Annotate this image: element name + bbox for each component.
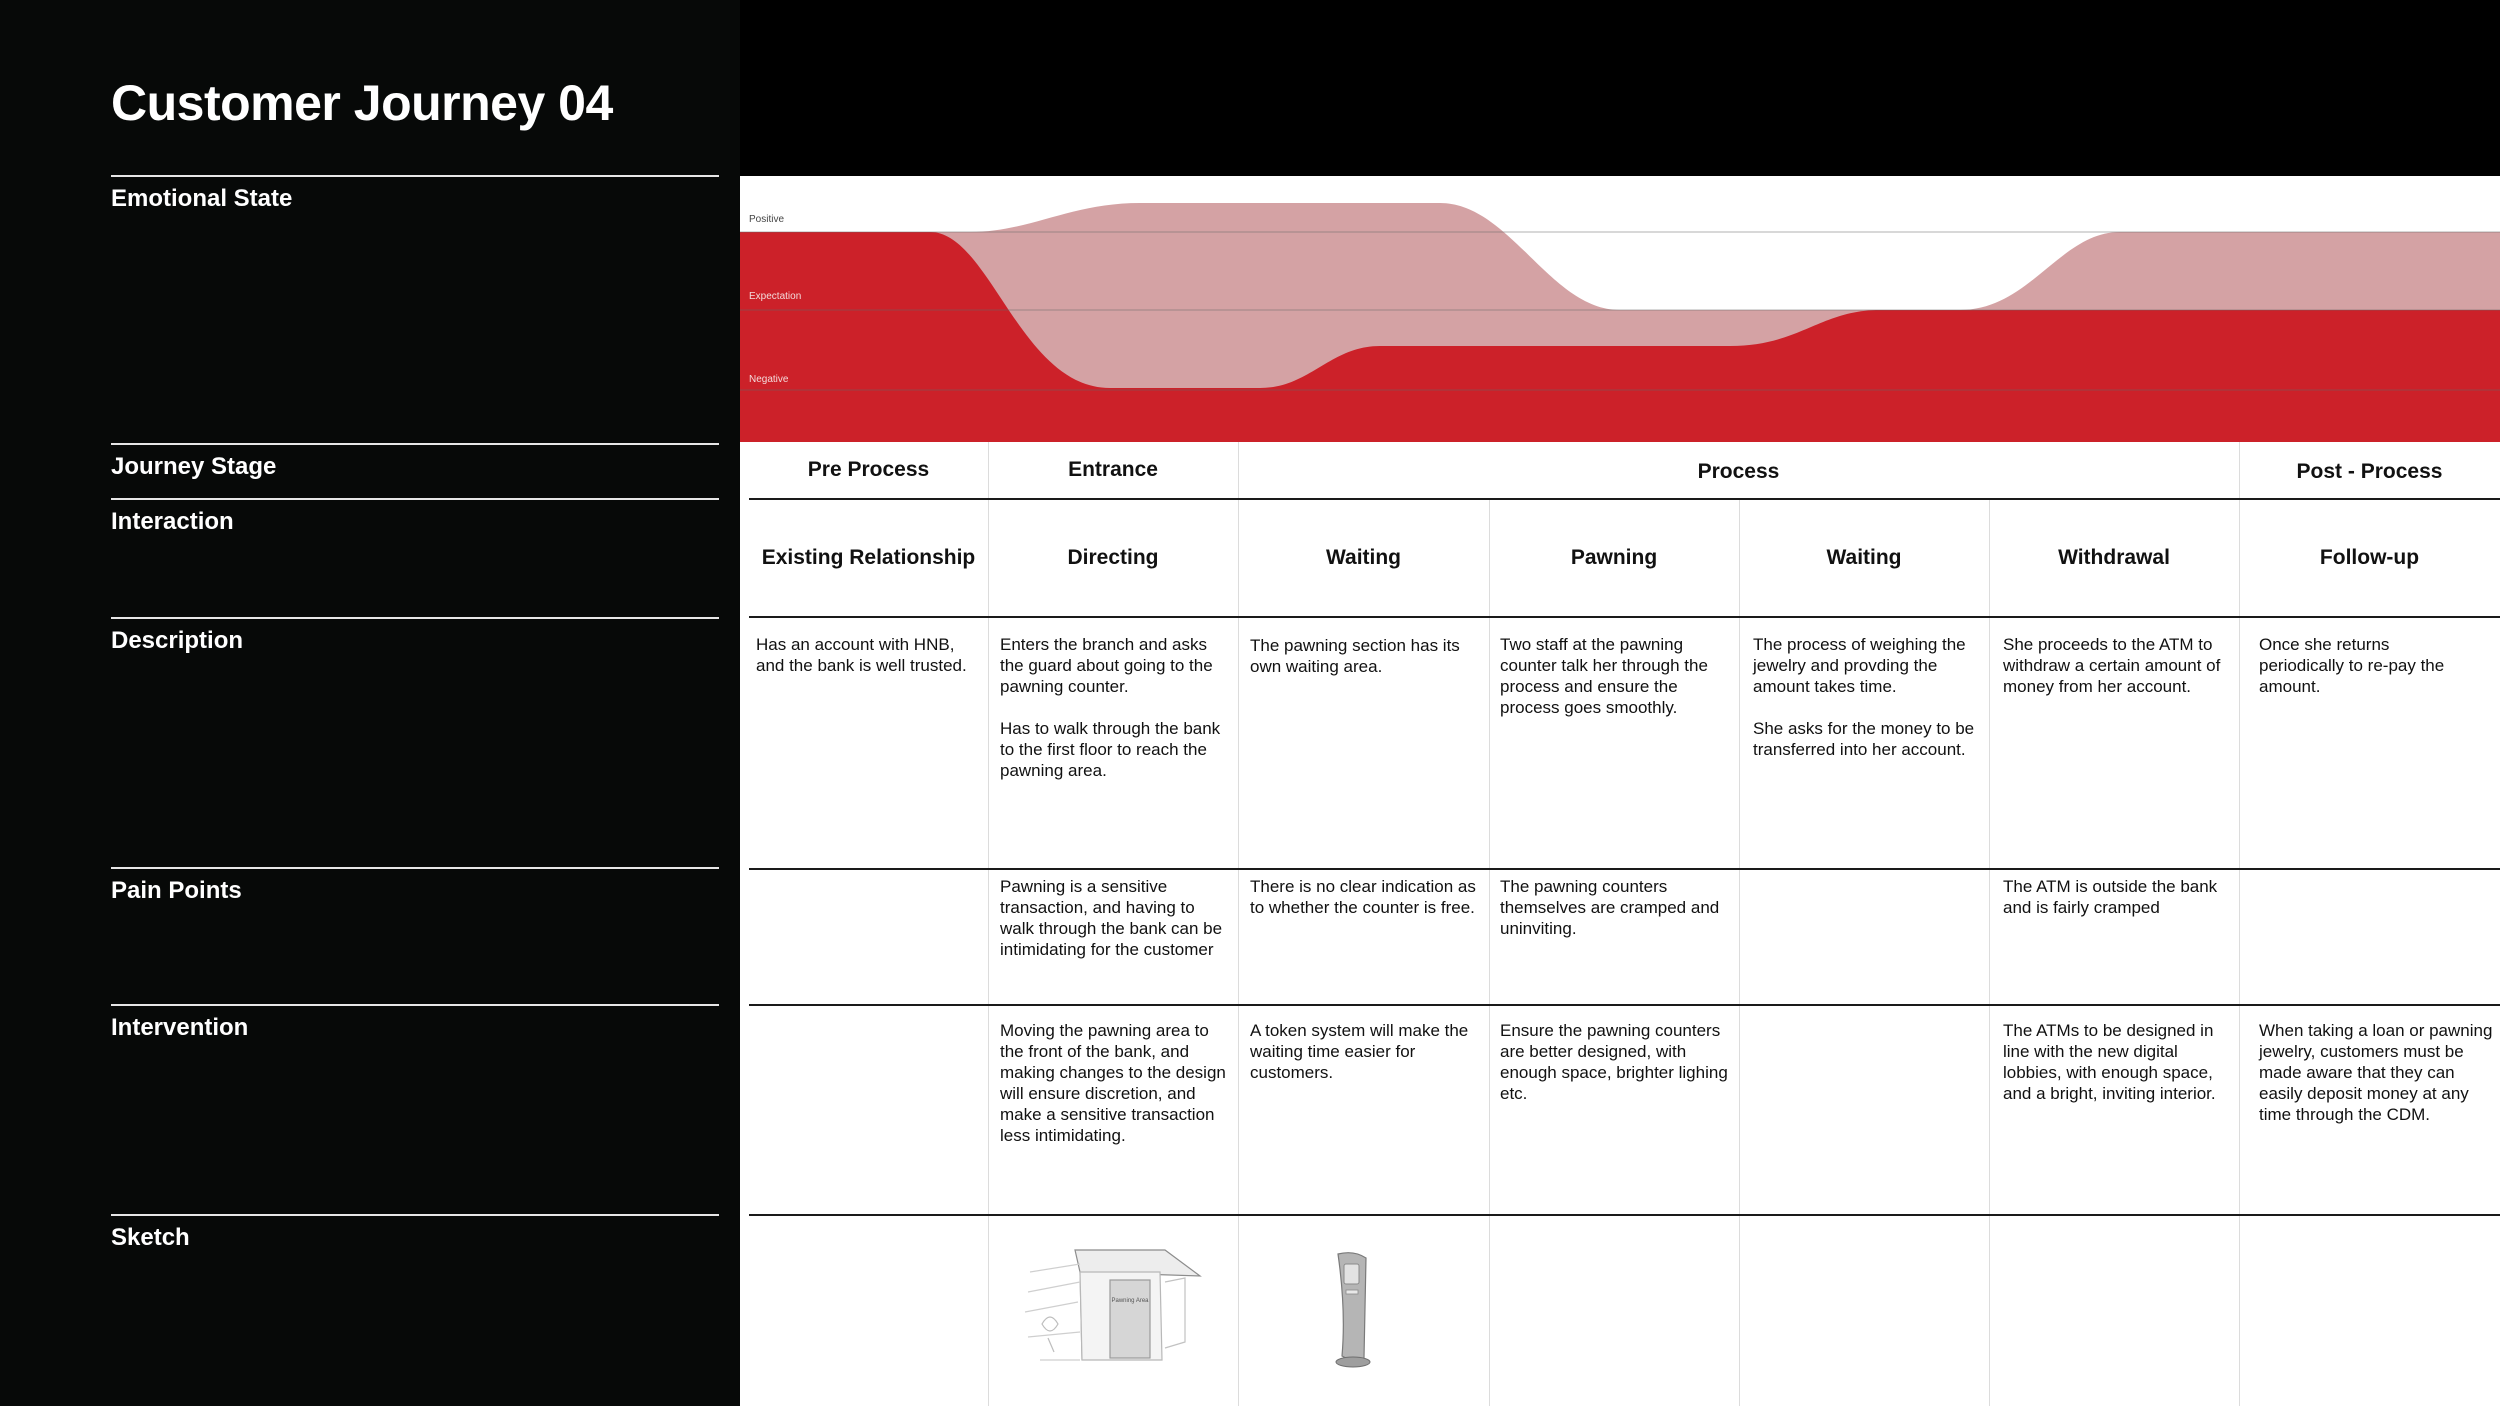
interaction-existing-relationship: Existing Relationship [761, 546, 976, 569]
stage-pre-process: Pre Process [807, 458, 930, 481]
journey-map [740, 0, 2500, 1406]
column-divider [1989, 500, 1990, 1406]
label-journey-stage: Journey Stage [111, 443, 719, 481]
stage-process: Process [1697, 460, 1780, 483]
column-divider [1489, 500, 1490, 1406]
interaction-withdrawal: Withdrawal [2058, 546, 2170, 569]
intervention-cell: The ATMs to be designed in line with the new digital lobbies, with enough space, and a bright, inviting interior. [2003, 1021, 2216, 1103]
stage-post-process: Post - Process [2296, 460, 2443, 483]
label-intervention: Intervention [111, 1004, 719, 1042]
pawning-area-sketch [1020, 1242, 1205, 1372]
pain-point-cell: Pawning is a sensitive transaction, and having to walk through the bank can be intimidating for the customer [1000, 877, 1223, 959]
row-divider [749, 1214, 2500, 1216]
row-divider [749, 616, 2500, 618]
emotion-chart [740, 176, 2500, 442]
intervention-cell: Ensure the pawning counters are better designed, with enough space, brighter lighing etc. [1500, 1021, 1728, 1103]
negative-label: Negative [749, 374, 789, 385]
intervention-cell: A token system will make the waiting time easier for customers. [1250, 1021, 1469, 1082]
positive-label: Positive [749, 214, 785, 225]
interaction-waiting: Waiting [1325, 546, 1402, 569]
interaction-pawning: Pawning [1570, 546, 1658, 569]
stage-entrance: Entrance [1068, 458, 1158, 481]
description-cell: Once she returns periodically to re-pay the amount. [2259, 635, 2445, 696]
journey-table [740, 442, 2500, 1406]
description-cell: The process of weighing the jewelry and provding the amount takes time. She asks for the money to be transferred into her account. [1753, 635, 1975, 759]
intervention-cell: Moving the pawning area to the front of the bank, and making changes to the design will ensure discretion, and make a sensitive transaction less intimidating. [1000, 1021, 1226, 1145]
description-cell: Enters the branch and asks the guard about going to the pawning counter. Has to walk through the bank to the first floor to reach the pawning area. [1000, 635, 1221, 780]
row-divider [749, 1004, 2500, 1006]
row-divider [749, 868, 2500, 870]
label-pain-points: Pain Points [111, 867, 719, 905]
description-cell: Two staff at the pawning counter talk her through the process and ensure the process goes smoothly. [1500, 635, 1708, 717]
column-divider [1739, 500, 1740, 1406]
description-cell: The pawning section has its own waiting area. [1250, 636, 1460, 676]
label-interaction: Interaction [111, 498, 719, 536]
interaction-directing: Directing [1067, 546, 1159, 569]
page-title: Customer Journey 04 [111, 75, 613, 131]
description-cell: She proceeds to the ATM to withdraw a certain amount of money from her account. [2003, 635, 2221, 696]
description-cell: Has an account with HNB, and the bank is well trusted. [756, 635, 967, 675]
label-emotional-state: Emotional State [111, 175, 719, 213]
sidebar [0, 0, 740, 1406]
token-kiosk-sketch [1320, 1250, 1380, 1375]
pain-point-cell: There is no clear indication as to whether the counter is free. [1250, 877, 1476, 917]
label-sketch: Sketch [111, 1214, 719, 1252]
interaction-waiting-2: Waiting [1826, 546, 1902, 569]
expectation-label: Expectation [749, 291, 802, 302]
intervention-cell: When taking a loan or pawning jewelry, customers must be made aware that they can easily deposit money at any time through the CDM. [2259, 1021, 2493, 1124]
sketch-sign-text: Pawning Area [1111, 1298, 1149, 1304]
interaction-follow-up: Follow-up [2319, 546, 2420, 569]
column-divider [1238, 500, 1239, 1406]
pain-point-cell: The ATM is outside the bank and is fairly cramped [2003, 877, 2218, 917]
pain-point-cell: The pawning counters themselves are cramped and uninviting. [1500, 877, 1720, 938]
label-description: Description [111, 617, 719, 655]
